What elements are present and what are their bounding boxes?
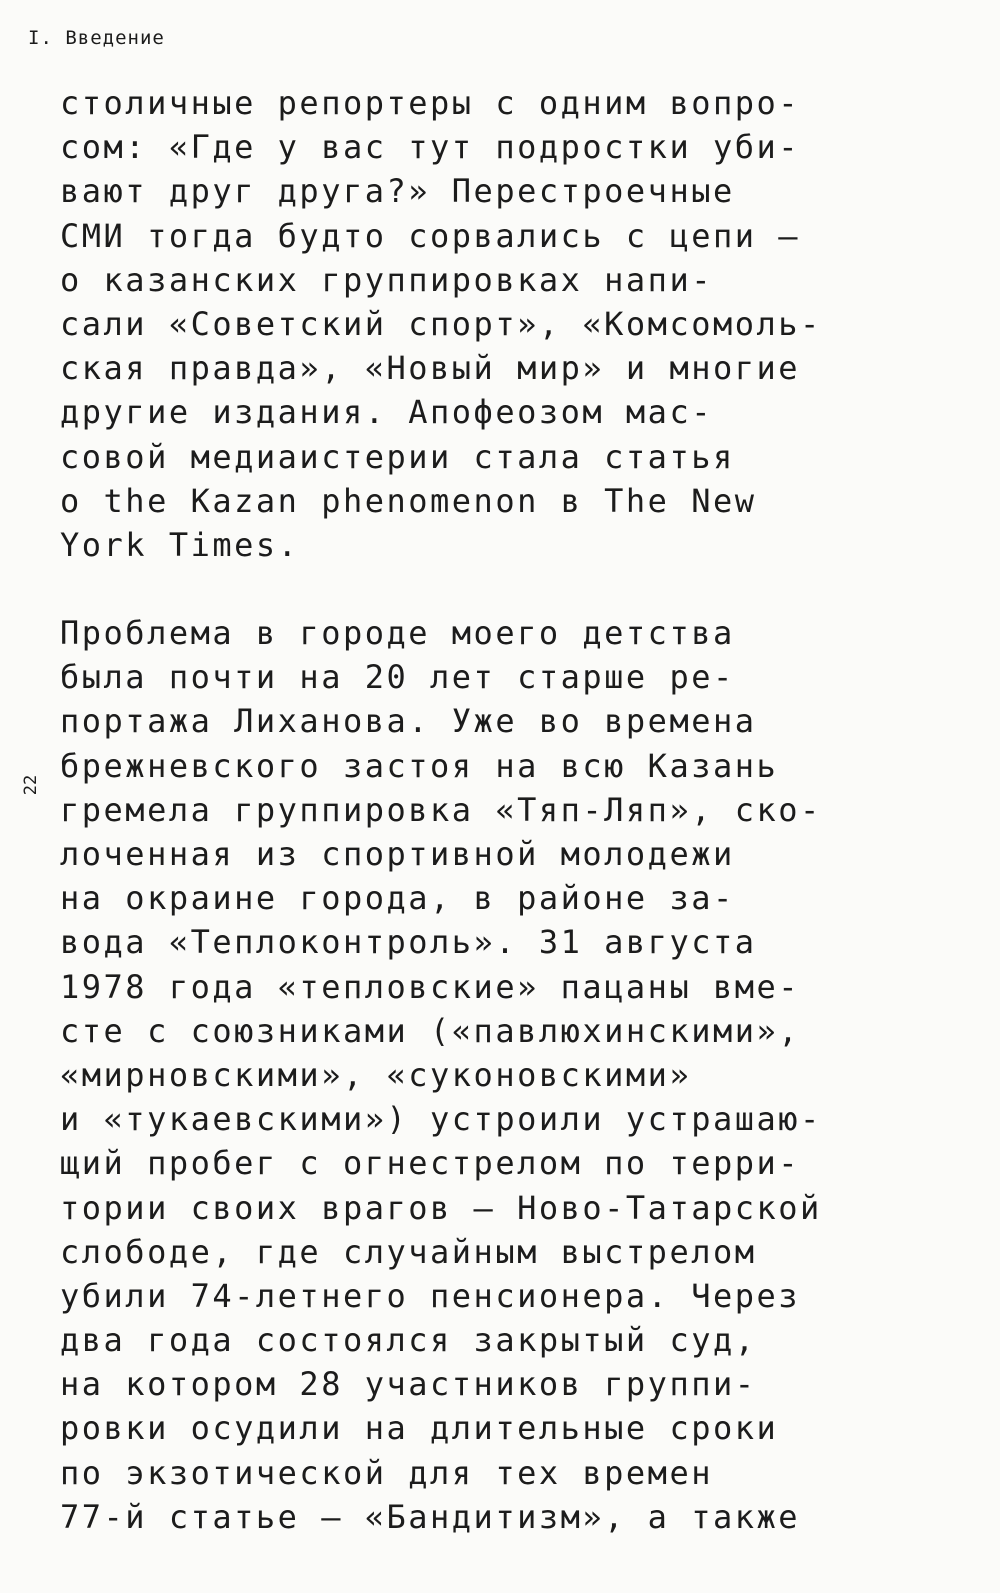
- text-line: гремела группировка «Тяп-Ляп», ско-: [60, 790, 822, 829]
- text-line: вода «Теплоконтроль». 31 августа: [60, 923, 757, 962]
- text-line: другие издания. Апофеозом мас-: [60, 393, 713, 432]
- running-header: I. Введение: [28, 27, 165, 49]
- text-line: на окраине города, в районе за-: [60, 879, 735, 918]
- text-line: тории своих врагов — Ново-Татарской: [60, 1188, 822, 1227]
- text-line: 1978 года «тепловские» пацаны вме-: [60, 967, 801, 1006]
- text-line: Проблема в городе моего детства: [60, 614, 735, 653]
- text-line: по экзотической для тех времен: [60, 1453, 713, 1492]
- text-line: брежневского застоя на всю Казань: [60, 746, 779, 785]
- text-line: была почти на 20 лет старше ре-: [60, 658, 735, 697]
- text-line: щий пробег с огнестрелом по терри-: [60, 1144, 801, 1183]
- text-line: сали «Советский спорт», «Комсомоль-: [60, 304, 822, 343]
- text-line: совой медиаистерии стала статья: [60, 437, 735, 476]
- text-line: СМИ тогда будто сорвались с цепи —: [60, 216, 801, 255]
- text-line: «мирновскими», «суконовскими»: [60, 1055, 692, 1094]
- text-line: на котором 28 участников группи-: [60, 1365, 757, 1404]
- text-line: слободе, где случайным выстрелом: [60, 1232, 757, 1271]
- paragraph-1: [60, 81, 960, 567]
- text-line: 77-й статье — «Бандитизм», а также: [60, 1497, 801, 1536]
- text-line: лоченная из спортивной молодежи: [60, 835, 735, 873]
- text-line: убили 74-летнего пенсионера. Через: [60, 1276, 801, 1315]
- paragraph-2: [60, 611, 960, 1539]
- text-line: сте с союзниками («павлюхинскими»,: [60, 1011, 801, 1050]
- text-line: о the Kazan phenomenon в The New: [60, 481, 757, 520]
- text-line: столичные репортеры с одним вопро-: [60, 84, 801, 122]
- page-number: 22: [21, 774, 41, 796]
- text-line: портажа Лиханова. Уже во времена: [60, 702, 757, 741]
- text-line: о казанских группировках напи-: [60, 260, 713, 299]
- text-line: ровки осудили на длительные сроки: [60, 1409, 779, 1448]
- text-line: ская правда», «Новый мир» и многие: [60, 349, 801, 388]
- text-line: сом: «Где у вас тут подростки уби-: [60, 128, 801, 167]
- text-line: вают друг друга?» Перестроечные: [60, 172, 735, 211]
- text-line: два года состоялся закрытый суд,: [60, 1321, 757, 1360]
- text-line: и «тукаевскими») устроили устрашаю-: [60, 1100, 822, 1139]
- body-text: [60, 81, 960, 1539]
- text-line: York Times.: [60, 525, 300, 564]
